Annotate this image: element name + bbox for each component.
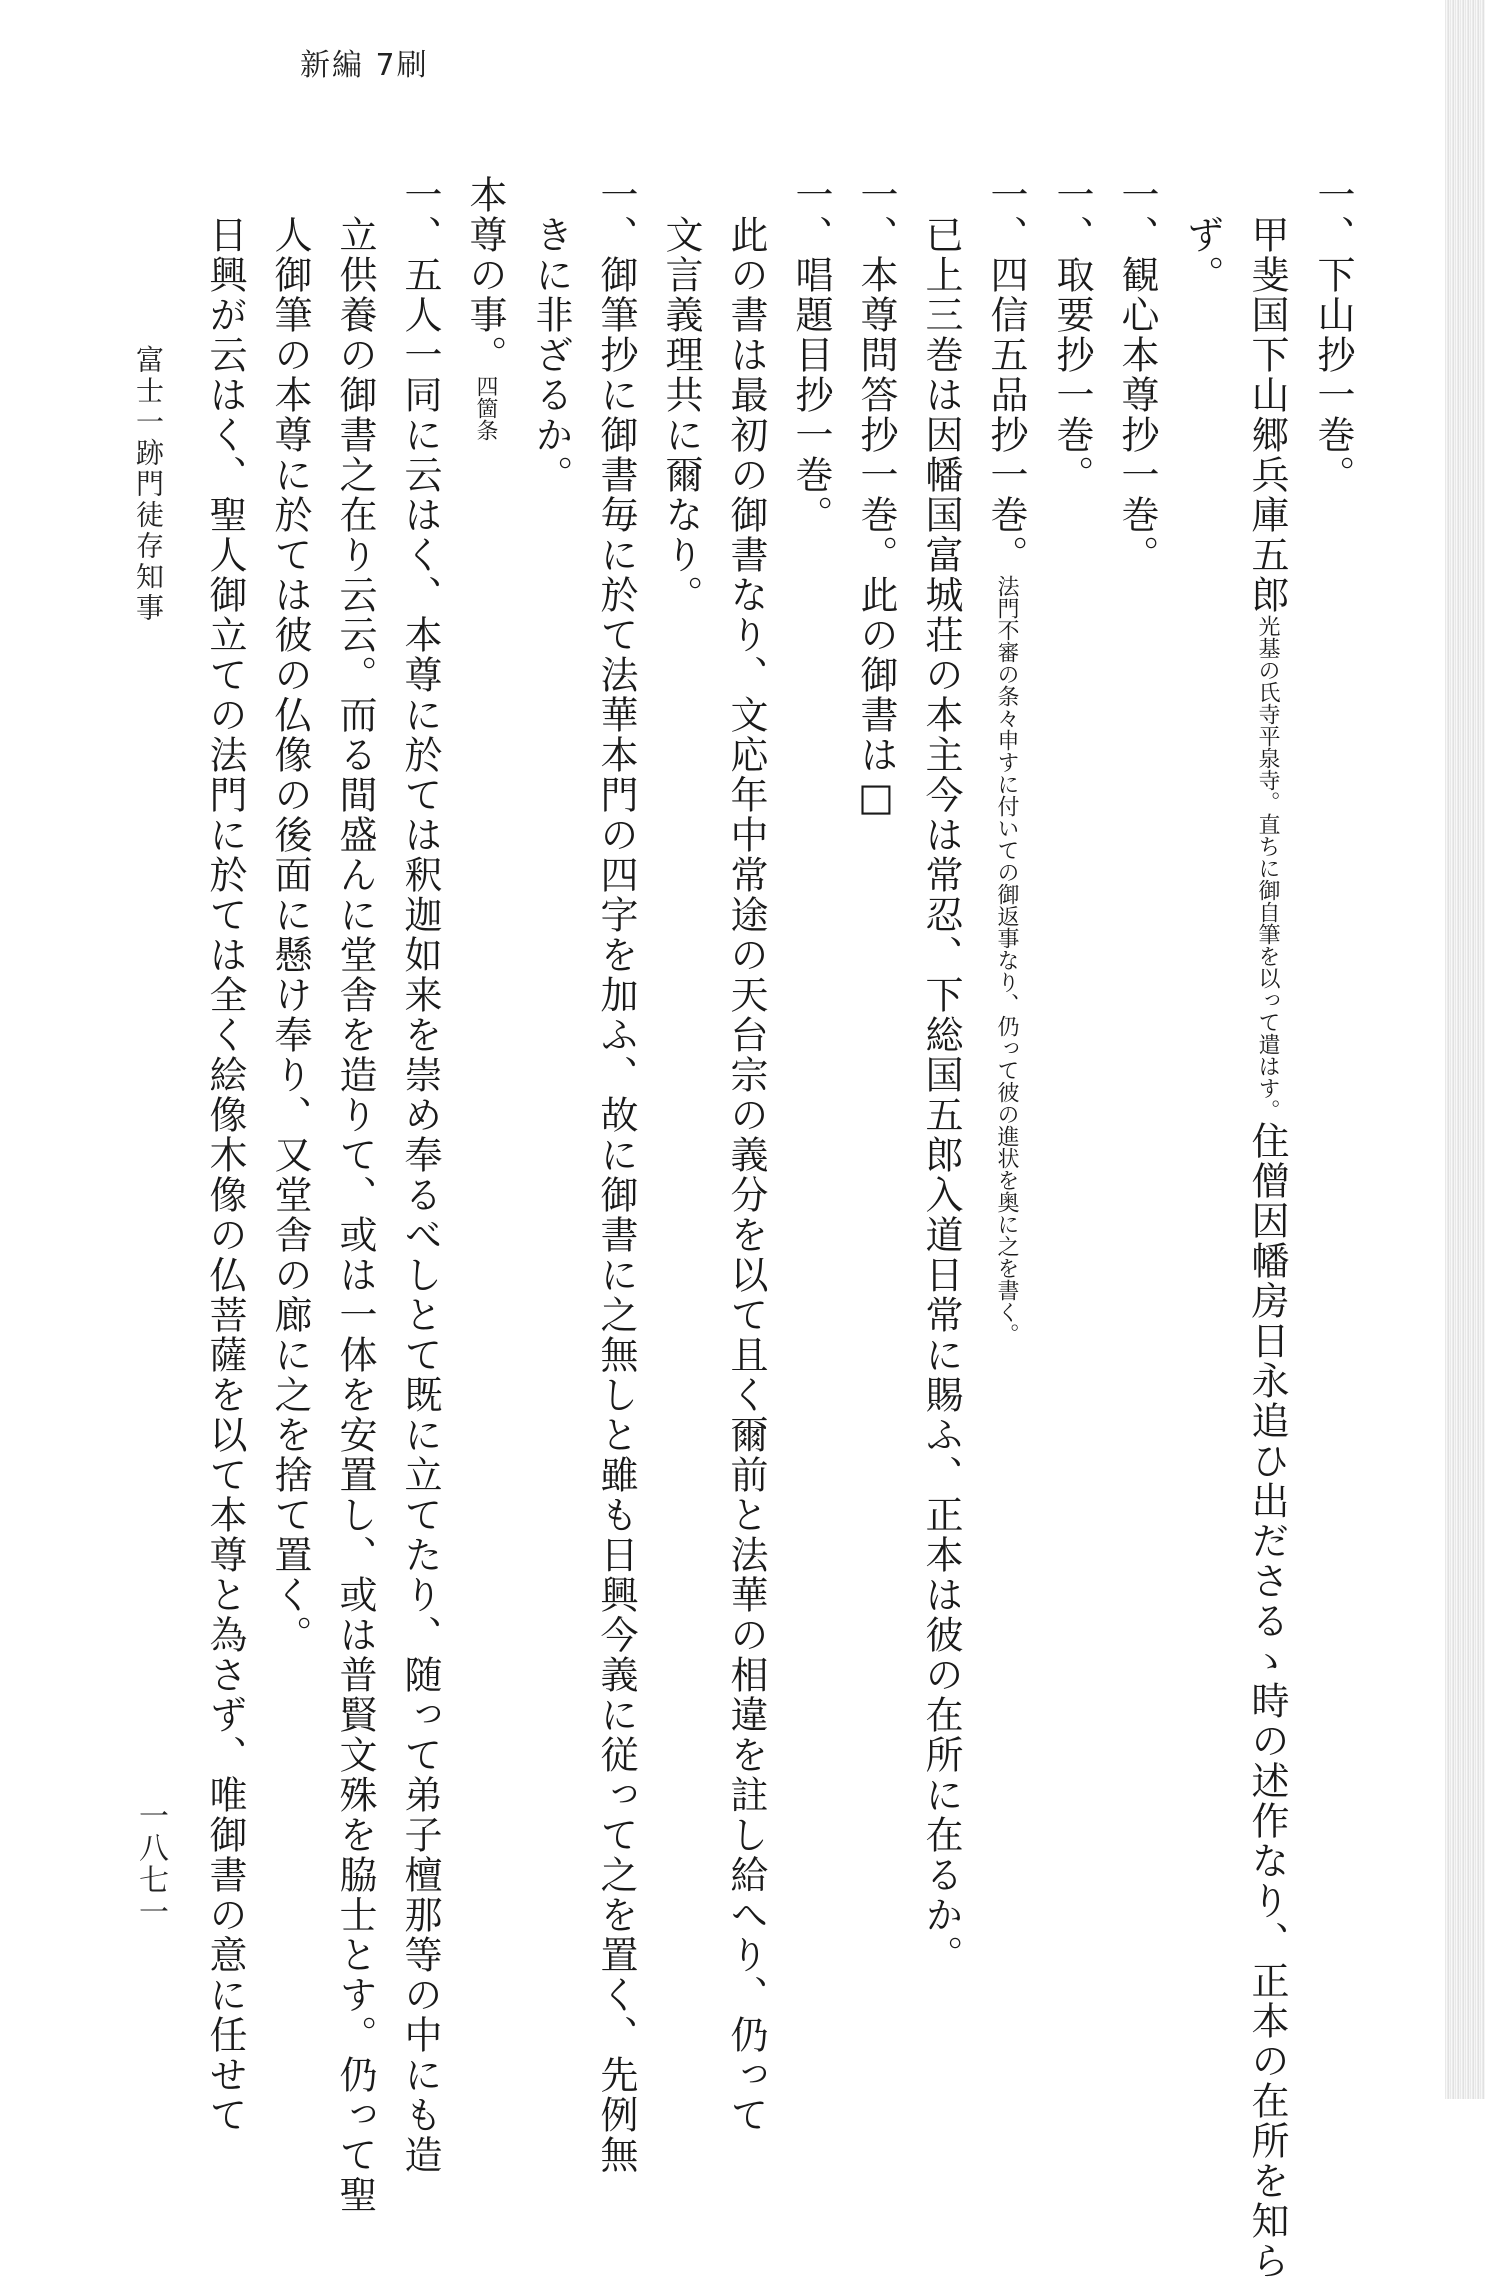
running-title: 富士一跡門徒存知事	[132, 345, 165, 624]
text-line: 一、本尊問答抄一巻。此の御書は□	[854, 175, 898, 821]
vertical-text-body	[203, 175, 1365, 2281]
text-line: 此の書は最初の御書なり、文応年中常途の天台宗の義分を以て且く爾前と法華の相違を註し給へり、仍って	[724, 215, 768, 2135]
text-line: 一、御筆抄に御書毎に於て法華本門の四字を加ふ、故に御書に之無しと雖も日興今義に従って之を置く、先例無	[594, 175, 638, 2175]
inline-note: 四箇条	[473, 375, 498, 441]
scan-edge-shading	[1445, 0, 1485, 2099]
text-line: 已上三巻は因幡国富城荘の本主今は常忍、下総国五郎入道日常に賜ふ、正本は彼の在所に在るか。	[919, 215, 963, 1975]
text-line: 一、下山抄一巻。	[1311, 175, 1355, 495]
text-line: 日興が云はく、聖人御立ての法門に於ては全く絵像木像の仏菩薩を以て本尊と為さず、唯御書の意に任せて	[203, 215, 247, 2135]
page-number: 一八七一	[133, 1800, 168, 1928]
text-line: 一、観心本尊抄一巻。	[1115, 175, 1159, 575]
text-line: ず。	[1180, 215, 1224, 295]
text-line: 一、五人一同に云はく、本尊に於ては釈迦如来を崇め奉るべしとて既に立てたり、随って弟子檀那等の中にも造	[398, 175, 442, 2175]
text-line: 甲斐国下山郷兵庫五郎光基の氏寺平泉寺。直ちに御自筆を以って遣はす。住僧因幡房日永追ひ出ださるゝ時の述作なり、正本の在所を知ら	[1245, 215, 1289, 2281]
edition-header: 新編 7刷	[300, 48, 429, 83]
text-line: 一、四信五品抄一巻。法門不審の条々申すに付いての御返事なり、仍って彼の進状を奥に之を書く。	[984, 175, 1028, 1345]
inline-note: 光基の氏寺平泉寺。直ちに御自筆を以って遣はす。	[1255, 615, 1280, 1121]
text-line: 立供養の御書之在り云云。而る間盛んに堂舎を造りて、或は一体を安置し、或は普賢文殊を脇士とす。仍って聖	[333, 215, 377, 2215]
text-line: 文言義理共に爾なり。	[659, 215, 703, 615]
text-line: きに非ざるか。	[529, 215, 573, 495]
section-heading: 本尊の事。四箇条	[463, 175, 507, 441]
inline-note: 法門不審の条々申すに付いての御返事なり、仍って彼の進状を奥に之を書く。	[994, 575, 1019, 1345]
text-line: 一、唱題目抄一巻。	[789, 175, 833, 535]
text-line: 一、取要抄一巻。	[1050, 175, 1094, 495]
text-line: 人御筆の本尊に於ては彼の仏像の後面に懸け奉り、又堂舎の廊に之を捨て置く。	[268, 215, 312, 1655]
